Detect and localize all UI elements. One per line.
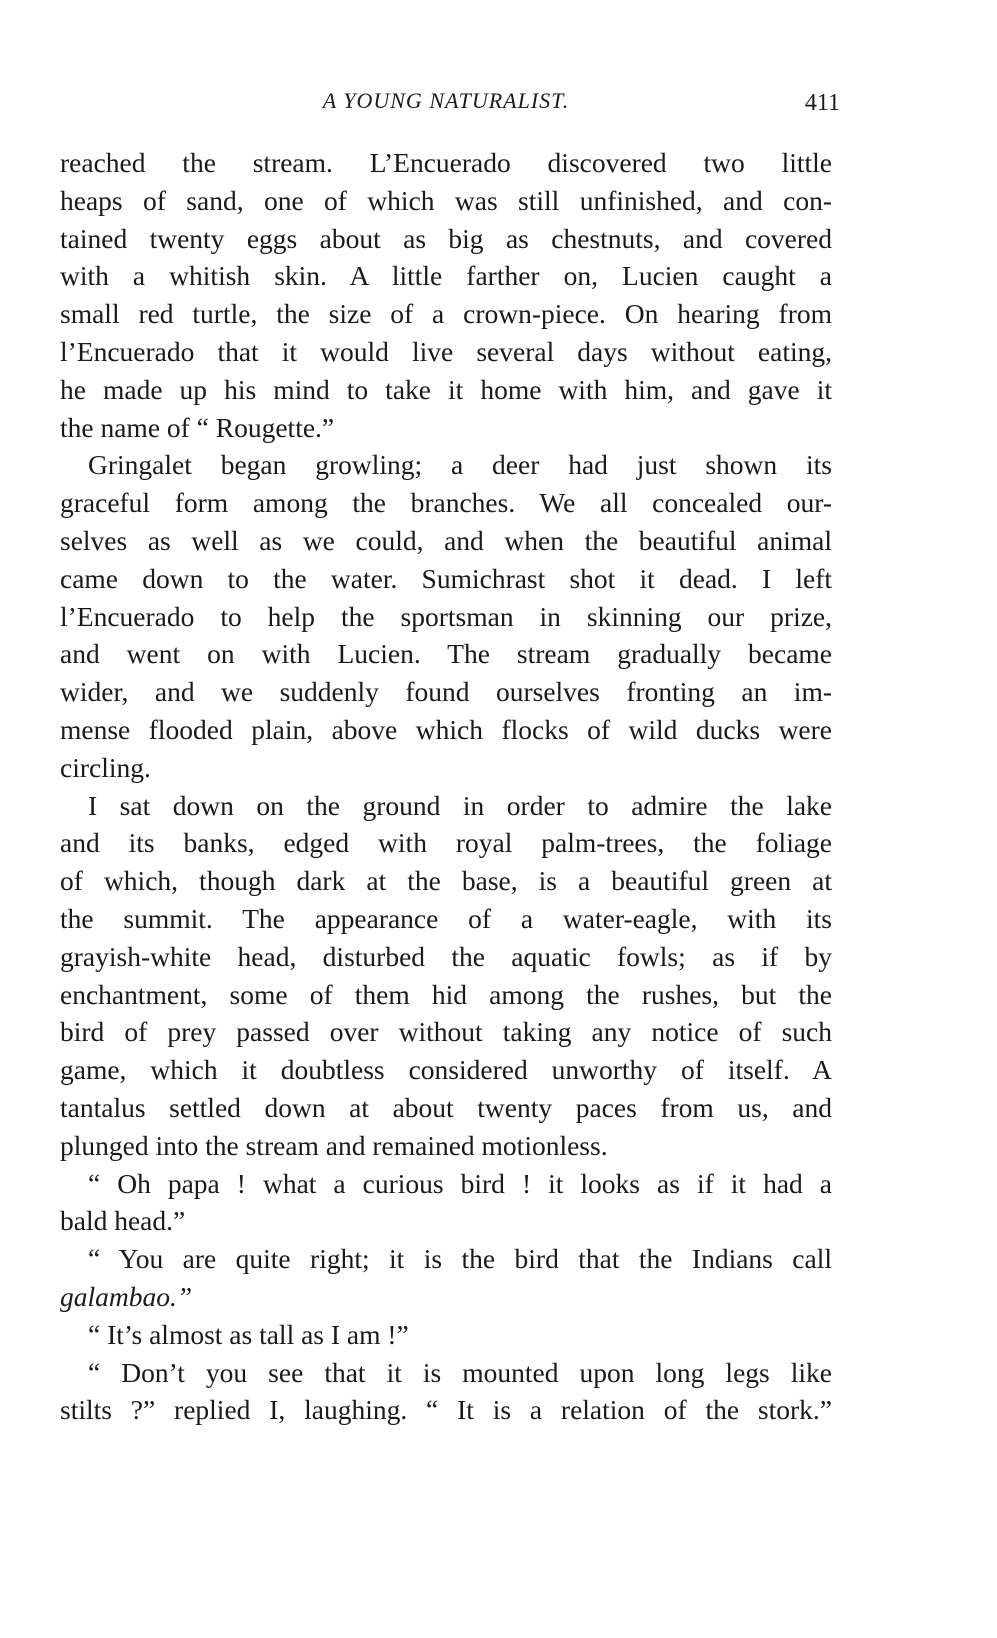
text-line: enchantment, some of them hid among the rushes, but the bbox=[60, 978, 832, 1010]
text-line: “ You are quite right; it is the bird that the Indians call bbox=[88, 1243, 832, 1275]
text-line: plunged into the stream and remained motionless. bbox=[60, 1129, 608, 1161]
text-line: heaps of sand, one of which was still unfinished, and con- bbox=[60, 184, 832, 216]
text-line: came down to the water. Sumichrast shot it dead. I left bbox=[60, 562, 832, 594]
text-line: bird of prey passed over without taking any notice of such bbox=[60, 1016, 832, 1048]
text-line: reached the stream. L’Encuerado discovered two little bbox=[60, 147, 832, 178]
text-line: wider, and we suddenly found ourselves fronting an im- bbox=[60, 676, 832, 708]
text-line: stilts ?” replied I, laughing. “ It is a relation of the stork.” bbox=[60, 1394, 832, 1426]
text-line: tained twenty eggs about as big as chestnuts, and covered bbox=[60, 222, 832, 254]
text-line: mense flooded plain, above which flocks of wild ducks were bbox=[60, 713, 832, 745]
text-line: game, which it doubtless considered unworthy of itself. A bbox=[60, 1054, 832, 1086]
text-line: Gringalet began growling; a deer had just shown its bbox=[88, 449, 832, 481]
text-line: I sat down on the ground in order to admire the lake bbox=[88, 789, 832, 821]
text-line: l’Encuerado that it would live several days without eating, bbox=[60, 335, 832, 367]
running-title: A YOUNG NATURALIST. bbox=[322, 88, 570, 113]
text-line: he made up his mind to take it home with him, and gave it bbox=[60, 373, 832, 405]
text-line: bald head.” bbox=[60, 1205, 186, 1237]
text-line: with a whitish skin. A little farther on, Lucien caught a bbox=[60, 260, 832, 292]
text-line: and its banks, edged with royal palm-trees, the foliage bbox=[60, 827, 832, 859]
text-line: l’Encuerado to help the sportsman in skinning our prize, bbox=[60, 600, 832, 632]
text-line: of which, though dark at the base, is a beautiful green at bbox=[60, 865, 832, 897]
text-line: “ Oh papa ! what a curious bird ! it looks as if it had a bbox=[88, 1167, 832, 1199]
text-line: grayish-white head, disturbed the aquatic fowls; as if by bbox=[60, 940, 832, 972]
text-line: “ Don’t you see that it is mounted upon long legs like bbox=[88, 1356, 832, 1388]
text-line: selves as well as we could, and when the beautiful animal bbox=[60, 524, 832, 556]
text-line: tantalus settled down at about twenty paces from us, and bbox=[60, 1091, 832, 1123]
text-line: “ It’s almost as tall as I am !” bbox=[88, 1318, 409, 1350]
page-header bbox=[60, 84, 840, 118]
text-line: the summit. The appearance of a water-eagle, with its bbox=[60, 902, 832, 934]
text-line: the name of “ Rougette.” bbox=[60, 411, 335, 443]
text-line: circling. bbox=[60, 751, 151, 783]
page-number: 411 bbox=[804, 90, 840, 116]
text-line: small red turtle, the size of a crown-piece. On hearing from bbox=[60, 298, 832, 330]
text-line: galambao.” bbox=[60, 1280, 193, 1312]
body-text bbox=[60, 144, 832, 1429]
text-line: graceful form among the branches. We all concealed our- bbox=[60, 487, 832, 519]
text-line: and went on with Lucien. The stream gradually became bbox=[60, 638, 832, 670]
